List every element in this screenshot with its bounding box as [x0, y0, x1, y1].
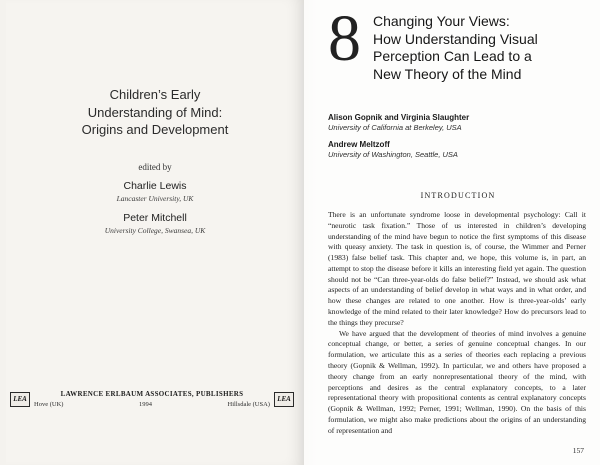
book-title — [6, 86, 304, 139]
chapter-header — [316, 0, 600, 83]
book-title-line: Children’s Early — [109, 87, 201, 102]
editor-block — [6, 212, 304, 235]
editor-name: Peter Mitchell — [123, 212, 187, 224]
body-text — [328, 210, 586, 436]
publisher-locations — [34, 401, 270, 408]
publisher-block — [10, 390, 294, 408]
author-block — [328, 113, 600, 132]
chapter-title-line: New Theory of the Mind — [373, 65, 522, 82]
publisher-logo-icon: LEA — [274, 392, 294, 407]
paragraph: We have argued that the development of theories of mind involves a genuine conceptual change, or better, a series of genuine conceptual changes. In our formulation, we articulate this as a series of theories each replacing a previous theory (Gopnik & Wellman, 1992). In particular, we and others have proposed a theory change from an early nonrepresentational theory of the mind, with perceptions and desires as the central explanatory concepts, to a later representational theory with propositional contents as central explanatory concepts (Gopnik & Wellman, 1992; Perner, 1991; Wellman, 1990). On the basis of this formulation, we might also make predictions about the origins of an understanding of representation and — [328, 328, 586, 435]
publisher-logo-icon: LEA — [10, 392, 30, 407]
book-title-line: Origins and Development — [81, 122, 229, 138]
author-block — [328, 140, 600, 159]
editor-name: Charlie Lewis — [123, 180, 187, 192]
right-page — [316, 0, 600, 465]
left-page — [6, 0, 304, 465]
editor-affiliation: Lancaster University, UK — [116, 194, 194, 203]
author-affiliation: University of California at Berkeley, USA — [328, 123, 462, 132]
author-affiliation: University of Washington, Seattle, USA — [328, 150, 458, 159]
edited-by-label: edited by — [138, 162, 172, 172]
publisher-location-right: Hillsdale (USA) — [227, 401, 270, 408]
section-heading: INTRODUCTION — [420, 191, 496, 200]
editor-block — [6, 180, 304, 203]
author-name: Alison Gopnik and Virginia Slaughter — [328, 113, 470, 122]
chapter-number: 8 — [328, 2, 361, 75]
chapter-title-line: How Understanding Visual — [373, 30, 538, 47]
book-title-line: Understanding of Mind: — [87, 104, 223, 120]
publisher-location-left: Hove (UK) — [34, 401, 64, 408]
publisher-name: LAWRENCE ERLBAUM ASSOCIATES, PUBLISHERS — [60, 390, 244, 398]
chapter-title-line: Perception Can Lead to a — [373, 48, 532, 64]
author-name: Andrew Meltzoff — [328, 140, 390, 149]
publisher-text — [34, 390, 270, 408]
chapter-title-line: Changing Your Views: — [373, 13, 510, 29]
authors-block — [328, 113, 600, 159]
chapter-title — [373, 8, 538, 83]
page-number: 157 — [572, 446, 584, 455]
paragraph: There is an unfortunate syndrome loose in developmental psychology: Call it “neurotic task fixation.” Those of us interested in children’s developing understanding of the mind have begun to notice the first symptoms of this disease with queasy anxiety. The task in question is, of course, the Wimmer and Perner (1983) false belief task. This chapter and, we hope, this volume is, in part, an attempt to stop the disease before it kills an interesting field yet again. The question should not be “Can three-year-olds do false belief?” Instead, we should ask what aspects of an understanding of belief develop in what ways and in what order, and how these changes are related to one another. How is three-year-olds’ early knowledge of the mind related to their later knowledge? How do precursors lead to the things they precurse? — [328, 210, 586, 327]
publication-year: 1994 — [138, 401, 152, 408]
editor-affiliation: University College, Swansea, UK — [104, 226, 206, 235]
